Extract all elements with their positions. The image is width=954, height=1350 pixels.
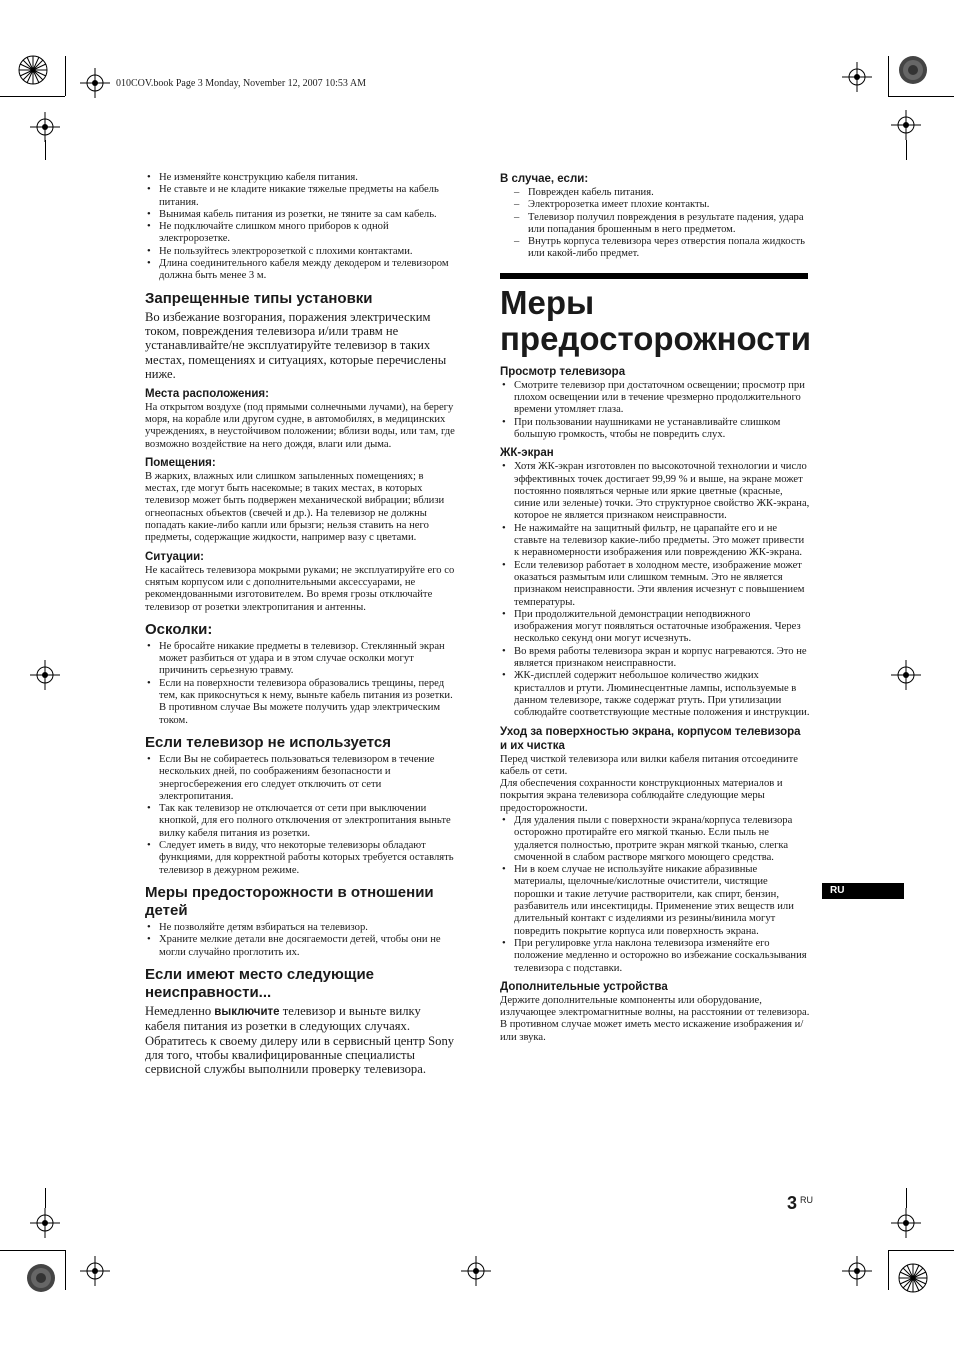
list-item: • ЖК-дисплей содержит небольшое количество жидких кристаллов и ртути. Люминесцентные лампы, используемые в данном телевизоре, также содержат ртуть. При утилизации соблюдайте соответствующие местные положения и инструкции. [500,670,810,719]
trim-line [906,1188,907,1208]
crosshair-mid-right [891,660,921,690]
trim-line [888,1250,954,1251]
trim-line [0,96,65,97]
trim-line [65,56,66,96]
trim-line [65,1250,66,1290]
trim-line [906,140,907,160]
list-item: • Не изменяйте конструкцию кабеля питания. [145,172,455,184]
list-item: • При продолжительной демонстрации неподвижного изображения могут появляться остаточные изображения. Через несколько секунд они могут исчезнуть. [500,609,810,646]
list-item: – Внутрь корпуса телевизора через отверстия попала жидкость или какой-либо предмет. [500,236,810,261]
title-rule [500,273,808,279]
subheading-cases: В случае, если: [500,173,589,185]
list-item: • Длина соединительного кабеля между декодером и телевизором должна быть менее 3 м. [145,258,455,283]
section-heading-unused: Если телевизор не используется [145,733,391,751]
list-item: • Вынимая кабель питания из розетки, не тяните за сам кабель. [145,209,455,221]
list-item: • Не подключайте слишком много приборов к одной электророзетке. [145,221,455,246]
crosshair-bottom-right-b [891,1208,921,1238]
section-heading-forbidden: Запрещенные типы установки [145,289,373,307]
subheading-viewing: Просмотр телевизора [500,365,626,378]
crosshair-top-right-a [842,62,872,92]
care-list [500,815,810,975]
list-item: • Во время работы телевизора экран и корпус нагреваются. Это не является признаком неисправности. [500,646,810,671]
viewing-list [500,380,810,441]
section-heading-shards: Осколки: [145,620,213,638]
crosshair-top-left-a [80,68,110,98]
list-item: – Поврежден кабель питания. [500,187,810,199]
list-item: • Не нажимайте на защитный фильтр, не царапайте его и не ставьте на телевизор какие-либо предметы. Это может привести к неравномерности изображения или повреждению ЖК-экрана. [500,523,810,560]
subheading-lcd: ЖК-экран [500,447,554,460]
forbidden-intro: Во избежание возгорания, поражения электрическим током, повреждения телевизора и/или травм не устанавливайте/не эксплуатируйте телевизор в таких местах, помещениях и ситуациях, которые перечислены ниже. [145,309,447,382]
registration-disc-bottom-left [26,1263,56,1293]
list-item: • Если телевизор работает в холодном месте, изображение может оказаться размытым или слишком темным. Это не является признаком неисправности. Эти явления исчезнут с повышением температуры. [500,560,810,609]
trim-line [45,1188,46,1208]
faults-text [145,1004,455,1077]
trim-line [0,1250,65,1251]
list-item: • Смотрите телевизор при достаточном освещении; просмотр при плохом освещении или в течение чрезмерно продолжительного времени утомляет глаза. [500,380,810,417]
list-item: • Если на поверхности телевизора образовались трещины, перед тем, как прикоснуться к нему, выньте кабель питания из розетки. В противном случае Вы можете получить удар электрическим током. [145,678,455,727]
faults-text-after: телевизор и выньте вилку кабеля питания из розетки в следующих случаях. Обратитесь к своему дилеру или в сервисный центр Sony для того, чтобы квалифицированные специалисты сервисной службы выполнили проверку телевизора. [145,1003,455,1077]
children-list [145,922,455,959]
trim-line [888,56,889,96]
right-column [500,172,810,1044]
trim-line [888,96,954,97]
locations-text: На открытом воздухе (под прямыми солнечными лучами), на берегу моря, на корабле или другом судне, в автомобилях, в медицинских учреждениях, в неустойчивом положении; вблизи воды, или там, где возможно воздействие на него дождя, влаги или дыма. [145,401,455,450]
list-item: • При пользовании наушниками не устанавливайте слишком большую громкость, чтобы не повредить слух. [500,417,810,442]
intro-bullet-list [145,172,455,283]
trim-line [45,140,46,160]
care-intro-2: Для обеспечения сохранности конструкционных материалов и покрытия экрана телевизора соблюдайте следующие меры предосторожности. [500,778,783,814]
list-item: • Хотя ЖК-экран изготовлен по высокоточной технологии и число эффективных точек достигает 99,99 % и выше, на экране может постоянно появляться черные или яркие цветные (красные, синие или зеленые) точки. Это структурное свойство ЖК-экрана, которое не является признаком неисправности. [500,461,810,522]
subheading-locations: Места расположения: [145,387,269,400]
crosshair-top-left-b [30,112,60,142]
list-item: • Ни в коем случае не используйте никакие абразивные материалы, щелочные/кислотные очистители, чистящие порошки и такие летучие растворители, как спирт, бензин, разбавитель или инсектициды. Применение этих веществ или длительный контакт с изделиями из резины/винила могут повредить покрытие корпуса или поверхность экрана. [500,864,810,938]
registration-disc-top-left [18,55,48,85]
page-number-lang: RU [800,1195,814,1205]
crosshair-bottom-center [461,1256,491,1286]
left-column [145,172,455,1077]
list-item: • Для удаления пыли с поверхности экрана/корпуса телевизора осторожно протирайте его мягкой тканью. Если пыль не удаляется полностью, протрите экран мягкой тканью, слегка смоченной в слабом растворе мягкого моющего средства. [500,815,810,864]
section-heading-faults: Если имеют место следующие неисправности... [145,965,375,1001]
care-intro-1: Перед чисткой телевизора или вилки кабеля питания отсоедините кабель от сети. [500,753,799,777]
rooms-text: В жарких, влажных или слишком запыленных помещениях; в местах, где могут быть насекомые; в таких местах, в которых телевизор может быть подвержен механической вибрации; вблизи огнеопасных объектов (свечей и др.). На телевизор не должны попадать какие-либо капли или брызги; нельзя ставить на него предметы, содержащие жидкости, например вазу с цветами. [145,470,445,544]
list-item: – Телевизор получил повреждения в результате падения, удара или попадания брошенным в него предметом. [500,212,810,237]
page-number-value: 3 [787,1193,798,1213]
list-item: • При регулировке угла наклона телевизора изменяйте его положение медленно и осторожно во избежание соскальзывания телевизора с подставки. [500,938,810,975]
subheading-situations: Ситуации: [145,550,204,563]
file-info-header: 010COV.book Page 3 Monday, November 12, 2007 10:53 AM [116,78,366,89]
list-item: • Так как телевизор не отключается от сети при выключении кнопкой, для его полного отключения от электропитания выньте вилку кабеля питания из розетки. [145,803,455,840]
language-tab: RU [822,883,904,899]
faults-keyword: выключите [214,1005,280,1018]
lcd-list [500,461,810,719]
subheading-rooms: Помещения: [145,456,216,469]
crosshair-mid-left [30,660,60,690]
list-item: • Не пользуйтесь электророзеткой с плохими контактами. [145,246,455,258]
situations-text: Не касайтесь телевизора мокрыми руками; не эксплуатируйте его со снятым корпусом или с дополнительными аксессуарами, не рекомендованными изготовителем. Во время грозы отключайте телевизор от розетки электропитания и антенны. [145,564,455,613]
list-item: • Не бросайте никакие предметы в телевизор. Стеклянный экран может разбиться от удара и в этом случае осколки могут причинить серьезную травму. [145,641,455,678]
crosshair-bottom-left-b [80,1256,110,1286]
crosshair-bottom-right-a [842,1256,872,1286]
cases-list [500,187,810,261]
crosshair-top-right-b [891,110,921,140]
section-heading-children: Меры предосторожности в отношении детей [145,883,434,919]
crosshair-bottom-left-a [30,1208,60,1238]
registration-disc-bottom-right [898,1263,928,1293]
list-item: • Храните мелкие детали вне досягаемости детей, чтобы они не могли случайно проглотить их. [145,934,455,959]
extra-text: Держите дополнительные компоненты или оборудование, излучающее электромагнитные волны, на расстоянии от телевизора. В противном случае может иметь место искажение изображения и/или звука. [500,994,810,1043]
page-number [787,1193,813,1214]
list-item: • Если Вы не собираетесь пользоваться телевизором в течение нескольких дней, по соображениям безопасности и энергосбережения его следует отключить от сети электропитания. [145,754,455,803]
page-title: Меры предосторожности [500,283,812,357]
subheading-extra: Дополнительные устройства [500,980,668,993]
list-item: – Электророзетка имеет плохие контакты. [500,199,810,211]
list-item: • Следует иметь в виду, что некоторые телевизоры обладают функциями, для корректной работы которых требуется оставлять телевизор в дежурном режиме. [145,840,455,877]
registration-disc-top-right [898,55,928,85]
subheading-care: Уход за поверхностью экрана, корпусом телевизора и их чистка [500,725,801,752]
shards-list [145,641,455,727]
trim-line [888,1250,889,1290]
faults-text-before: Немедленно [145,1003,215,1018]
list-item: • Не позволяйте детям взбираться на телевизор. [145,922,455,934]
list-item: • Не ставьте и не кладите никакие тяжелые предметы на кабель питания. [145,184,455,209]
unused-list [145,754,455,877]
